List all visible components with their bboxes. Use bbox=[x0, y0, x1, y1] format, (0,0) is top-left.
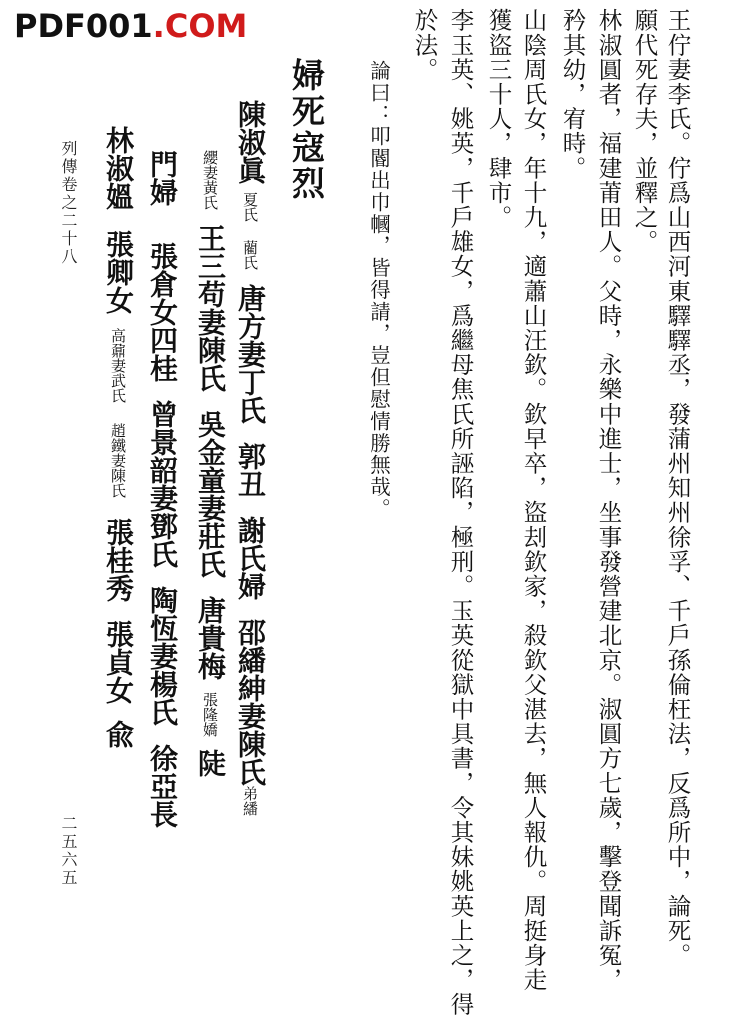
name-entry: 陳淑眞 bbox=[234, 100, 267, 184]
names-column-2 bbox=[194, 150, 227, 777]
name-note: 趙鐵妻陳氏 bbox=[109, 423, 127, 498]
name-note: 張隆嬌 bbox=[201, 692, 219, 737]
body-column-8: 於法。 bbox=[410, 8, 439, 82]
name-note: 高鼐妻武氏 bbox=[109, 328, 127, 403]
name-entry: 吳金童妻莊氏 bbox=[194, 410, 227, 578]
body-column-4: 矜其幼，宥時。 bbox=[558, 8, 587, 181]
name-note: 弟繙 bbox=[241, 786, 259, 816]
body-column-7: 李玉英、姚英，千戶雄女，爲繼母焦氏所誣陷，極刑。玉英從獄中具書，令其妹姚英上之，得 bbox=[446, 8, 475, 1017]
body-column-3: 林淑圓者，福建莆田人。父時，永樂中進士，坐事發營建北京。淑圓方七歲，擊登聞訴冤， bbox=[594, 8, 623, 992]
volume-label: 列傳卷之二十八 bbox=[59, 140, 78, 266]
name-entry-small: 夏氏 bbox=[241, 192, 259, 222]
names-column-4 bbox=[102, 126, 135, 748]
name-entry-small: 藺氏 bbox=[241, 240, 259, 270]
name-entry: 郭丑 bbox=[234, 442, 267, 498]
name-entry: 兪 bbox=[102, 720, 135, 748]
watermark-part1: PDF001 bbox=[14, 7, 153, 45]
name-entry: 徐亞長 bbox=[146, 744, 179, 828]
name-entry: 謝氏婦 bbox=[234, 516, 267, 600]
name-entry: 陡 bbox=[194, 749, 227, 777]
name-entry: 張倉女四桂 bbox=[146, 242, 179, 382]
watermark-logo bbox=[14, 7, 248, 45]
names-column-3 bbox=[146, 150, 179, 828]
name-note: 纓妻黃氏 bbox=[201, 150, 219, 210]
commentary: 論曰：叩閽出巾幗，皆得請，豈但慰情勝無哉。 bbox=[366, 60, 391, 520]
name-entry: 唐貴梅 bbox=[194, 596, 227, 680]
body-column-2: 願代死存夫，並釋之。 bbox=[630, 8, 659, 254]
name-entry: 門婦 bbox=[146, 150, 179, 206]
names-column-1 bbox=[234, 100, 267, 816]
name-entry: 張桂秀 bbox=[102, 518, 135, 602]
body-column-5: 山陰周氏女，年十九，適蕭山汪欽。欽早卒，盜刦欽家，殺欽父湛去，無人報仇。周挺身走 bbox=[519, 8, 548, 992]
watermark-part2: .COM bbox=[152, 7, 248, 45]
page-number: 二五六五 bbox=[59, 815, 78, 887]
name-entry: 張卿女 bbox=[102, 230, 135, 314]
name-entry: 唐方妻丁氏 bbox=[234, 284, 267, 424]
name-entry: 林淑媼 bbox=[102, 126, 135, 210]
name-entry: 王三苟妻陳氏 bbox=[194, 224, 227, 392]
body-column-1: 王佇妻李氏。佇爲山西河東驛驛丞，發蒲州知州徐孚、千戶孫倫枉法，反爲所中，論死。 bbox=[663, 8, 692, 968]
name-entry: 張貞女 bbox=[102, 620, 135, 704]
name-entry: 曾景韶妻鄧氏 bbox=[146, 400, 179, 568]
section-title: 婦死寇烈 bbox=[287, 58, 326, 202]
name-entry: 陶恆妻楊氏 bbox=[146, 586, 179, 726]
name-entry: 邵繙紳妻陳氏 bbox=[234, 618, 267, 786]
body-column-6: 獲盜三十人，肆市。 bbox=[484, 8, 513, 230]
